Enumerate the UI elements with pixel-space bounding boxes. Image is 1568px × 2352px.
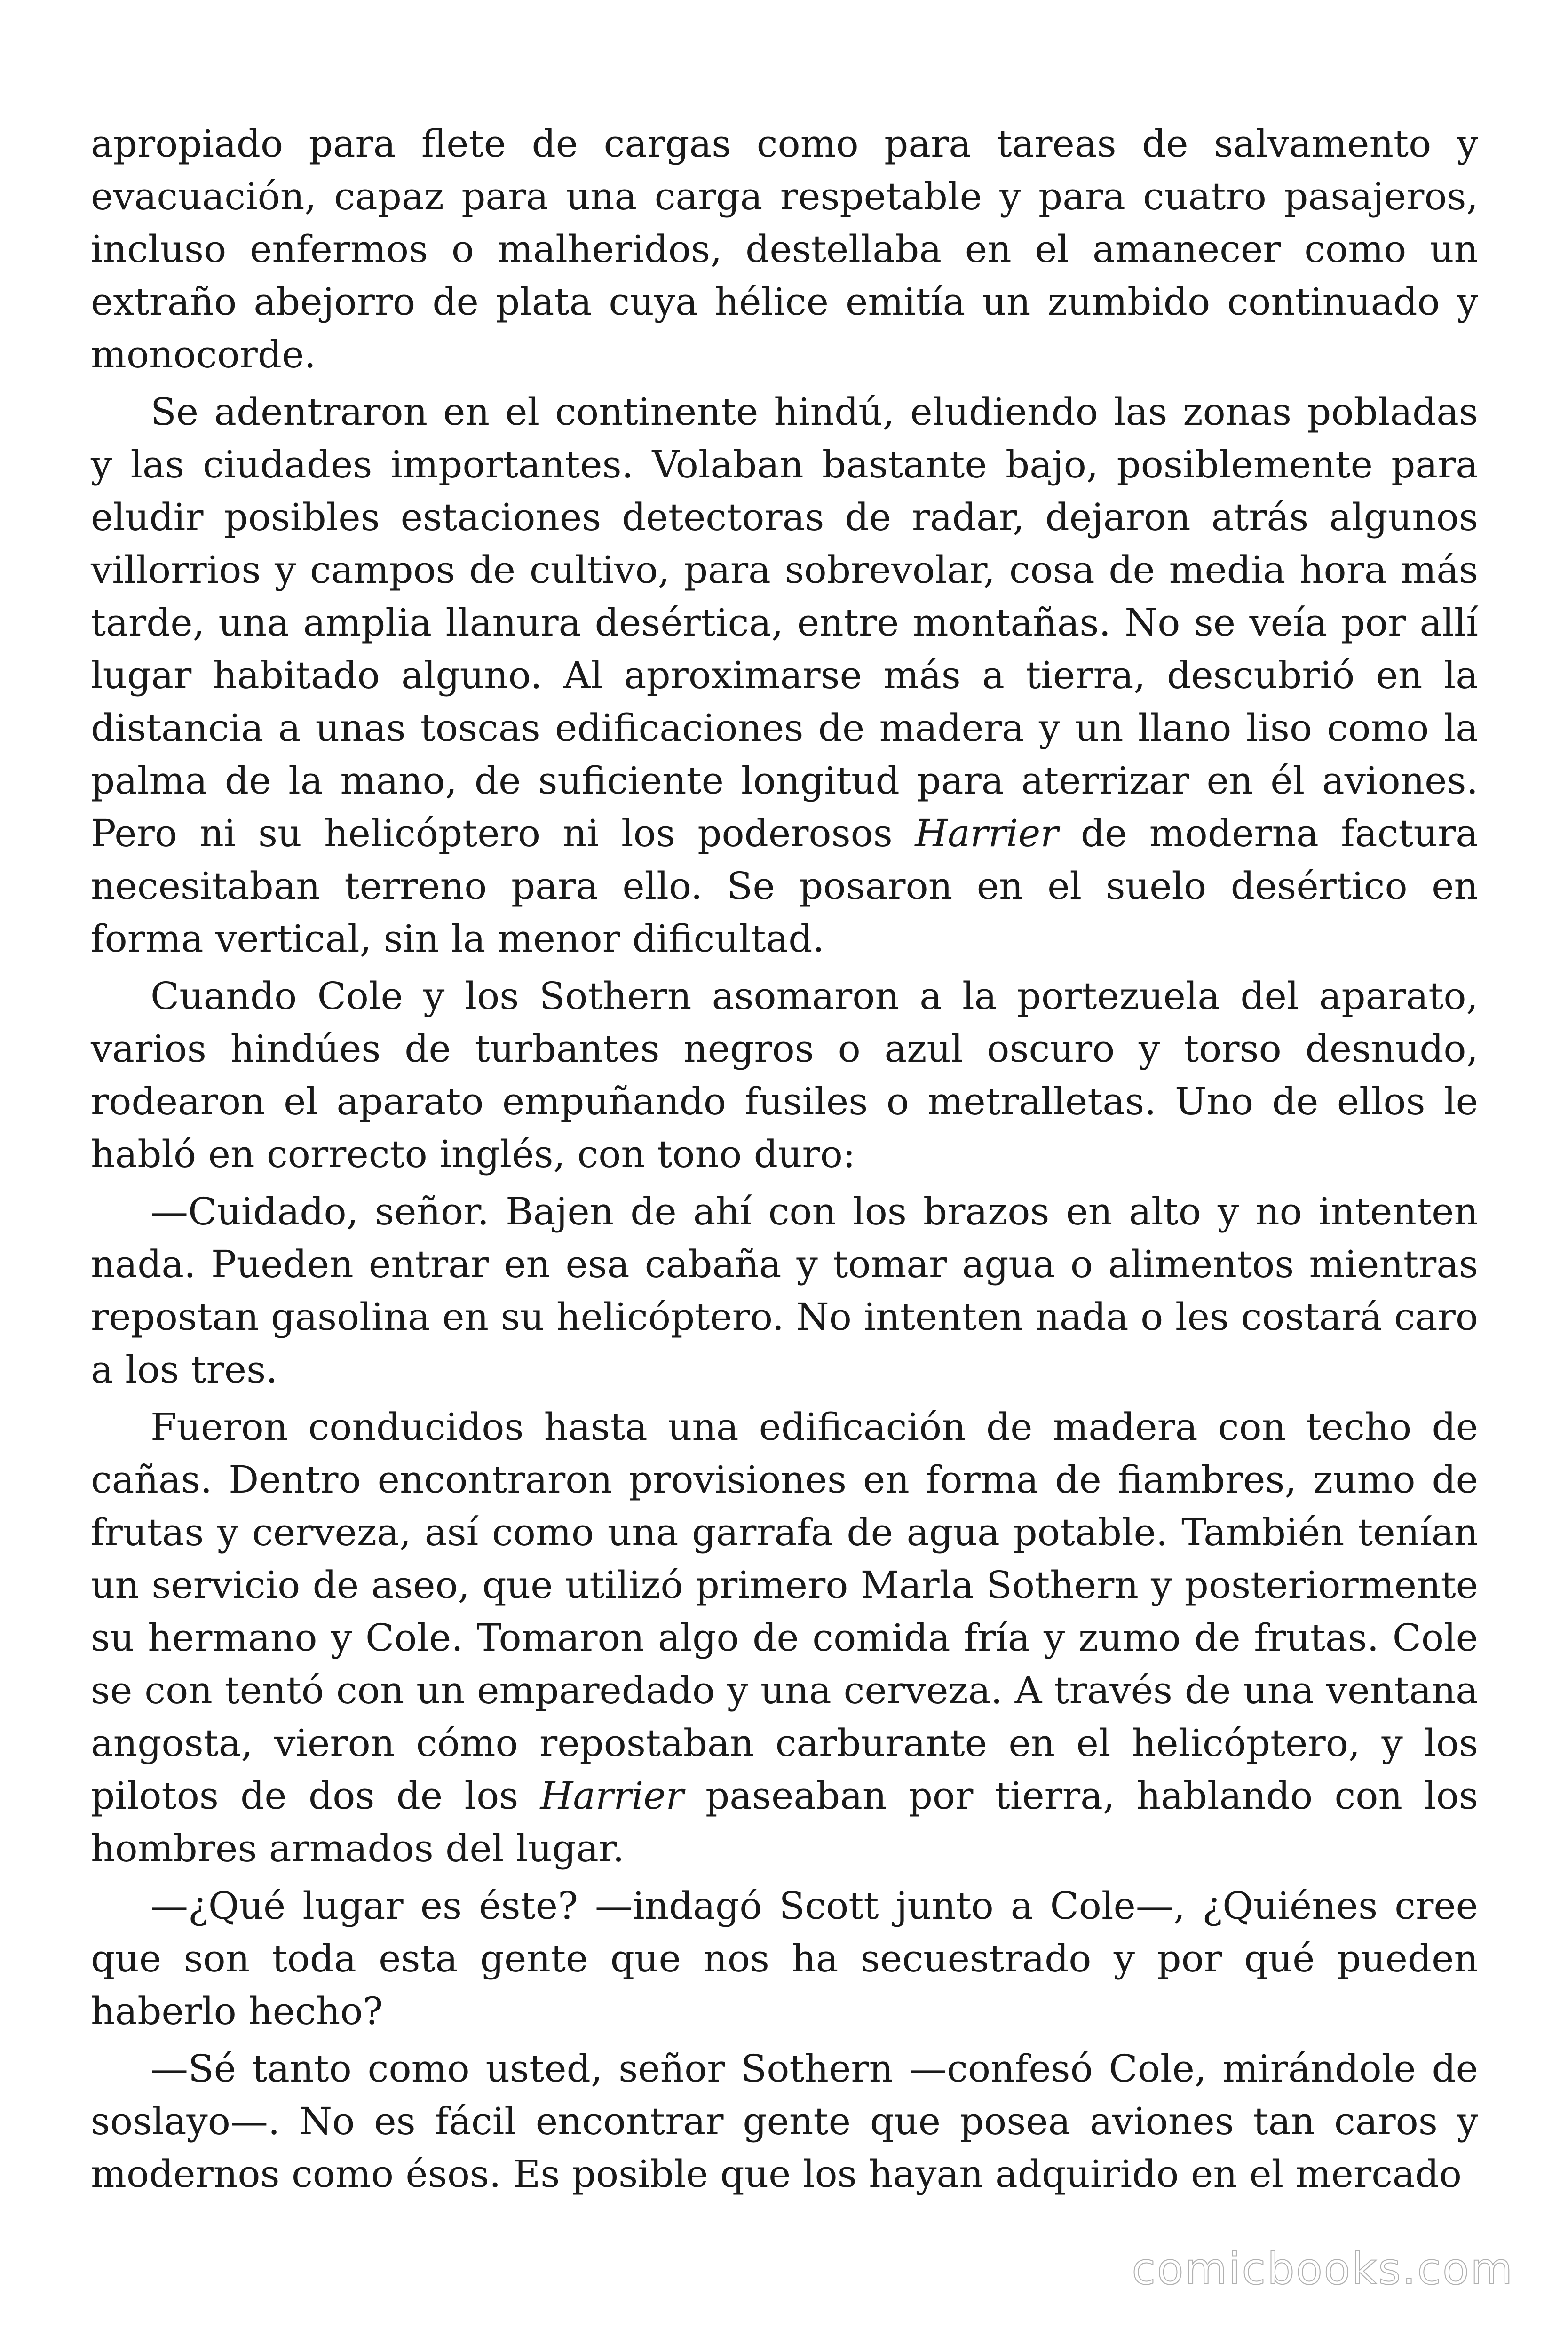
- paragraph-5-text-b: paseaban por tierra, hablando con los hombres armados del lugar.: [91, 1774, 1479, 1870]
- paragraph-5-italic-harrier: Harrier: [540, 1774, 684, 1818]
- paragraph-1-text: apropiado para flete de cargas como para tareas de salvamento y evacuación, capaz para una carga respetable y para cuatro pasajeros, incluso enfermos o malheridos, destellaba en el amanecer como un extraño abejorro de plata cuya hélice emitía un zumbido continuado y monocorde.: [91, 122, 1478, 376]
- page-body: [91, 118, 1478, 2205]
- paragraph-1: [91, 118, 1478, 381]
- paragraph-6-text: —¿Qué lugar es éste? —indagó Scott junto a Cole—, ¿Quiénes cree que son toda esta gente que nos ha secuestrado y por qué pueden haberlo hecho?: [91, 1884, 1478, 2033]
- paragraph-2-text-b: de moderna factura necesitaban terreno para ello. Se posaron en el suelo desértico en forma vertical, sin la menor dificultad.: [91, 811, 1478, 961]
- paragraph-5-text-a: Fueron conducidos hasta una edificación de madera con techo de cañas. Dentro encontraron provisiones en forma de fiambres, zumo de frutas y cerveza, así como una garrafa de agua potable. También tenían un servicio de aseo, que utilizó primero Marla Sothern y posteriormente su hermano y Cole. Tomaron algo de comida fría y zumo de frutas. Cole se con tentó con un emparedado y una cerveza. A través de una ventana angosta, vieron cómo repostaban carburante en el helicóptero, y los pilotos de dos de los: [91, 1405, 1478, 1818]
- paragraph-7-text: —Sé tanto como usted, señor Sothern —confesó Cole, mirándole de soslayo—. No es fácil encontrar gente que posea aviones tan caros y modernos como ésos. Es posible que los hayan adquirido en el mercado: [91, 2047, 1478, 2196]
- paragraph-4-text: —Cuidado, señor. Bajen de ahí con los brazos en alto y no intenten nada. Pueden entrar en esa cabaña y tomar agua o alimentos mientras repostan gasolina en su helicóptero. No intenten nada o les costará caro a los tres.: [91, 1190, 1478, 1391]
- watermark-logo: comicbooks.com: [1132, 2244, 1514, 2294]
- paragraph-3: [91, 970, 1478, 1181]
- paragraph-2: [91, 386, 1478, 965]
- paragraph-6: [91, 1880, 1478, 2038]
- paragraph-5: [91, 1401, 1478, 1875]
- paragraph-2-text-a: Se adentraron en el continente hindú, eludiendo las zonas pobladas y las ciudades importantes. Volaban bastante bajo, posiblemente para eludir posibles estaciones detectoras de radar, dejaron atrás algunos villorrios y campos de cultivo, para sobrevolar, cosa de media hora más tarde, una amplia llanura desértica, entre montañas. No se veía por allí lugar habitado alguno. Al aproximarse más a tierra, descubrió en la distancia a unas toscas edificaciones de madera y un llano liso como la palma de la mano, de suficiente longitud para aterrizar en él aviones. Pero ni su helicóptero ni los poderosos: [91, 390, 1478, 855]
- paragraph-7: [91, 2042, 1478, 2201]
- paragraph-3-text: Cuando Cole y los Sothern asomaron a la portezuela del aparato, varios hindúes de turbantes negros o azul oscuro y torso desnudo, rodearon el aparato empuñando fusiles o metralletas. Uno de ellos le habló en correcto inglés, con tono duro:: [91, 974, 1478, 1176]
- paragraph-4: [91, 1185, 1478, 1396]
- paragraph-2-italic-harrier: Harrier: [915, 811, 1059, 855]
